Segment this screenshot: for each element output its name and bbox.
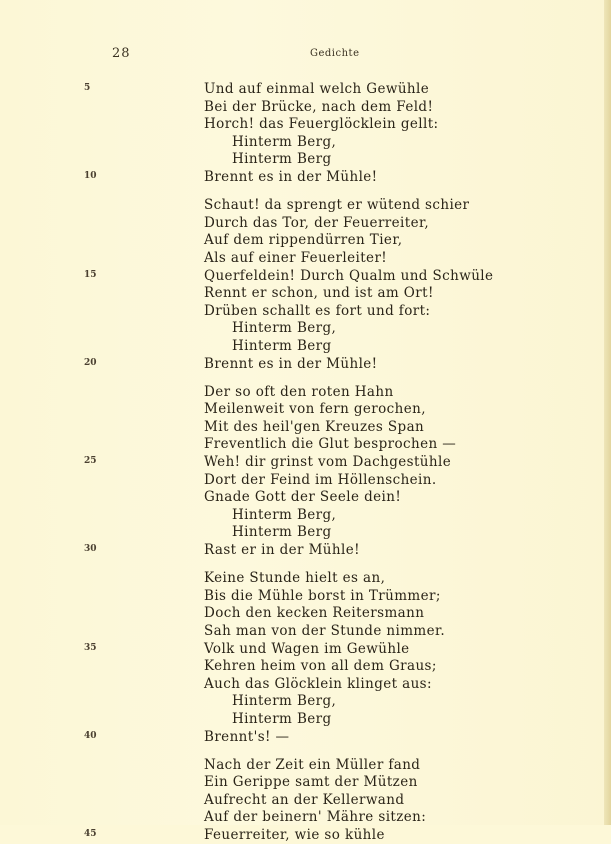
page-number: 28	[112, 46, 131, 61]
line-number: 25	[84, 456, 97, 466]
verse-text: Gnade Gott der Seele dein!	[204, 489, 402, 506]
verse-text: Hinterm Berg	[232, 524, 332, 541]
verse-text: Brennt es in der Mühle!	[204, 355, 378, 372]
verse-text: Ein Gerippe samt der Mützen	[204, 774, 418, 791]
verse-text: Bei der Brücke, nach dem Feld!	[204, 98, 434, 115]
line-number: 5	[84, 83, 91, 93]
line-number: 15	[84, 269, 97, 280]
verse-text: Freventlich die Glut besprochen —	[204, 436, 457, 453]
verse-text: Durch das Tor, der Feuerreiter,	[204, 214, 430, 231]
line-number: 45	[84, 829, 97, 839]
verse-text: Schaut! da sprengt er wütend schier	[204, 197, 470, 214]
verse-text: Keine Stunde hielt es an,	[204, 570, 386, 587]
verse-text: Auf der beinern' Mähre sitzen:	[204, 809, 427, 826]
verse-text: Hinterm Berg,	[232, 693, 337, 710]
verse-text: Querfeldein! Durch Qualm und Schwüle	[204, 267, 494, 284]
verse-text: Auch das Glöcklein klinget aus:	[204, 675, 432, 692]
verse-text: Auf dem rippendürren Tier,	[204, 232, 403, 249]
verse-text: Hinterm Berg	[232, 151, 332, 168]
line-number: 40	[84, 730, 97, 741]
verse-text: Nach der Zeit ein Müller fand	[204, 756, 421, 773]
verse-text: Aufrecht an der Kellerwand	[204, 791, 405, 808]
verse-text: Als auf einer Feuerleiter!	[204, 249, 388, 266]
verse-text: Rennt er schon, und ist am Ort!	[204, 285, 434, 302]
line-number: 35	[84, 642, 97, 653]
verse-text: Hinterm Berg	[232, 337, 332, 354]
verse-text: Bis die Mühle borst in Trümmer;	[204, 587, 441, 604]
verse-text: Sah man von der Stunde nimmer.	[204, 622, 446, 639]
running-title: Gedichte	[310, 48, 360, 59]
page-edge	[604, 0, 611, 825]
verse-text: Dort der Feind im Höllenschein.	[204, 471, 437, 488]
line-number: 20	[84, 357, 97, 368]
line-number: 10	[84, 171, 97, 181]
line-number: 30	[84, 544, 97, 554]
verse-text: Brennt's! —	[204, 728, 290, 745]
verse-text: Mit des heil'gen Kreuzes Span	[204, 418, 425, 435]
verse-text: Hinterm Berg,	[232, 506, 337, 523]
verse-text: Kehren heim von all dem Graus;	[204, 658, 437, 675]
verse-text: Feuerreiter, wie so kühle	[204, 827, 385, 843]
verse-text: Und auf einmal welch Gewühle	[204, 81, 430, 97]
verse-text: Meilenweit von fern gerochen,	[204, 401, 426, 418]
verse-text: Hinterm Berg,	[232, 133, 337, 150]
verse-text: Drüben schallt es fort und fort:	[204, 302, 431, 319]
verse-text: Weh! dir grinst vom Dachgestühle	[204, 454, 452, 470]
verse-text: Rast er in der Mühle!	[204, 542, 360, 558]
verse-text: Hinterm Berg	[232, 710, 332, 727]
verse-text: Hinterm Berg,	[232, 320, 337, 337]
verse-text: Volk und Wagen im Gewühle	[204, 640, 410, 657]
verse-text: Der so oft den roten Hahn	[204, 383, 394, 400]
verse-text: Brennt es in der Mühle!	[204, 169, 378, 185]
verse-text: Horch! das Feuerglöcklein gellt:	[204, 116, 439, 133]
verse-text: Doch den kecken Reitersmann	[204, 605, 425, 622]
